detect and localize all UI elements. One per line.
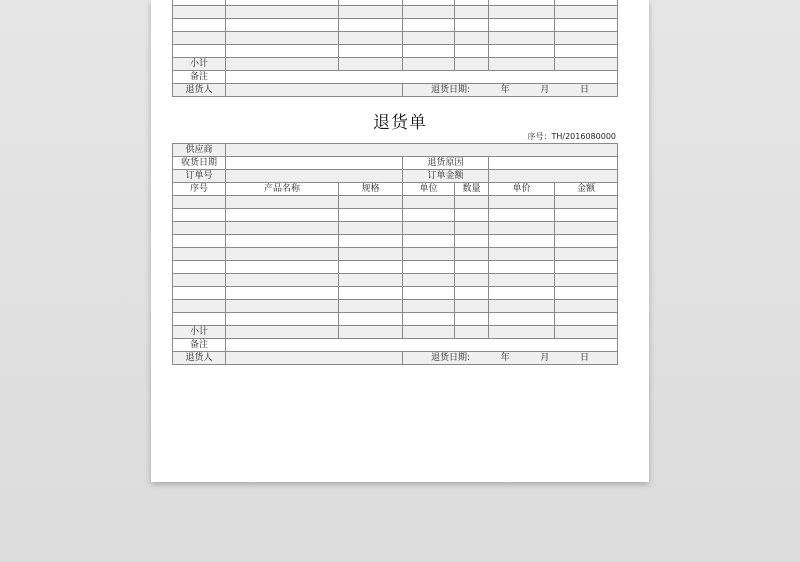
column-header: 单位 <box>403 183 455 196</box>
supplier-field[interactable] <box>226 144 618 157</box>
remark-field[interactable] <box>226 71 618 84</box>
order-amount-field[interactable] <box>489 170 618 183</box>
order-amount-label: 订单金额 <box>403 170 489 183</box>
return-date-field[interactable] <box>403 84 618 97</box>
table-row <box>173 6 618 19</box>
order-no-label: 订单号 <box>173 170 226 183</box>
receipt-row <box>173 157 618 170</box>
table-row <box>173 248 618 261</box>
return-date-label: 退货日期: <box>431 353 471 363</box>
subtotal-label: 小计 <box>173 58 226 71</box>
table-row <box>173 313 618 326</box>
subtotal-row <box>173 326 618 339</box>
return-reason-label: 退货原因 <box>403 157 489 170</box>
returner-field[interactable] <box>226 352 403 365</box>
column-header: 单价 <box>489 183 555 196</box>
column-header-row <box>173 183 618 196</box>
column-header: 序号 <box>173 183 226 196</box>
order-row <box>173 170 618 183</box>
document-page <box>151 0 649 482</box>
table-row <box>173 32 618 45</box>
order-no-field[interactable] <box>226 170 403 183</box>
table-row <box>173 261 618 274</box>
table-row <box>173 274 618 287</box>
table-row <box>173 196 618 209</box>
day-label: 日 <box>579 85 589 95</box>
top-return-form-table <box>172 0 618 97</box>
subtotal-label: 小计 <box>173 326 226 339</box>
column-header: 产品名称 <box>226 183 339 196</box>
serial-number: 序号：TH/2016080000 <box>527 132 616 141</box>
form-title: 退货单 <box>373 113 427 133</box>
table-row <box>173 222 618 235</box>
table-row <box>173 209 618 222</box>
month-label: 月 <box>540 85 550 95</box>
returner-field[interactable] <box>226 84 403 97</box>
return-date-field[interactable] <box>403 352 618 365</box>
column-header: 金额 <box>555 183 618 196</box>
returner-label: 退货人 <box>173 84 226 97</box>
table-row <box>173 19 618 32</box>
remark-label: 备注 <box>173 71 226 84</box>
return-date-label: 退货日期: <box>431 85 471 95</box>
remark-row <box>173 71 618 84</box>
column-header: 规格 <box>339 183 403 196</box>
year-label: 年 <box>500 85 510 95</box>
receipt-date-label: 收货日期 <box>173 157 226 170</box>
day-label: 日 <box>580 353 590 363</box>
supplier-row <box>173 144 618 157</box>
returner-label: 退货人 <box>173 352 226 365</box>
receipt-date-field[interactable] <box>226 157 403 170</box>
year-label: 年 <box>500 353 510 363</box>
signature-row <box>173 84 618 97</box>
return-form-table <box>172 143 618 365</box>
remark-label: 备注 <box>173 339 226 352</box>
subtotal-row <box>173 58 618 71</box>
table-row <box>173 45 618 58</box>
remark-field[interactable] <box>226 339 618 352</box>
return-reason-field[interactable] <box>489 157 618 170</box>
month-label: 月 <box>540 353 550 363</box>
remark-row <box>173 339 618 352</box>
table-row <box>173 235 618 248</box>
table-row <box>173 300 618 313</box>
signature-row <box>173 352 618 365</box>
supplier-label: 供应商 <box>173 144 226 157</box>
table-row <box>173 287 618 300</box>
column-header: 数量 <box>455 183 489 196</box>
